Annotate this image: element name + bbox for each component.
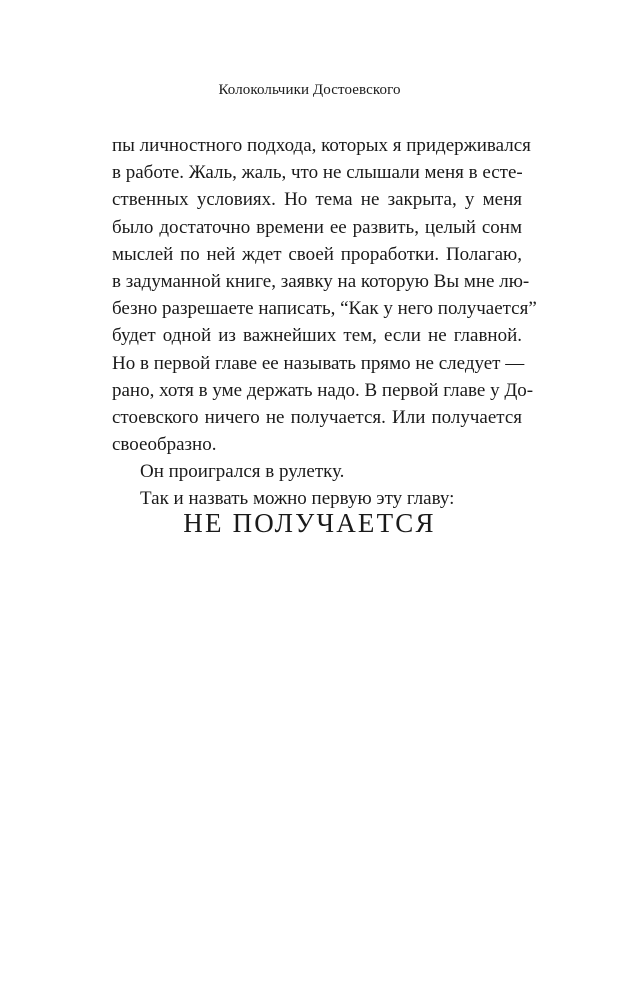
- running-header: Колокольчики Достоевского: [218, 82, 401, 98]
- text-line: Но в первой главе ее называть прямо не следует —: [112, 352, 525, 374]
- paragraph-chapter-intro: Так и назвать можно первую эту главу:: [140, 488, 455, 510]
- text-line: стоевского ничего не получается. Или получается: [112, 406, 522, 428]
- text-line: было достаточно времени ее развить, целый сонм: [112, 216, 522, 238]
- text-line: пы личностного подхода, которых я придерживался: [112, 135, 531, 156]
- text-line: рано, хотя в уме держать надо. В первой главе у До-: [112, 379, 534, 401]
- text-line: будет одной из важнейших тем, если не главной.: [112, 325, 522, 347]
- chapter-title: НЕ ПОЛУЧАЕТСЯ: [183, 508, 436, 538]
- text-line: в задуманной книге, заявку на которую Вы мне лю-: [112, 270, 530, 292]
- body-text: [112, 132, 537, 513]
- text-line: своеобразно.: [112, 434, 217, 456]
- paragraph-roulette: Он проигрался в рулетку.: [140, 461, 345, 483]
- text-line: ственных условиях. Но тема не закрыта, у меня: [112, 189, 522, 211]
- text-line: безно разрешаете написать, “Как у него получается”: [112, 298, 537, 320]
- paragraph-continued: [112, 132, 537, 458]
- text-line: в работе. Жаль, жаль, что не слышали меня в есте-: [112, 162, 523, 184]
- text-line: мыслей по ней ждет своей проработки. Полагаю,: [112, 243, 522, 265]
